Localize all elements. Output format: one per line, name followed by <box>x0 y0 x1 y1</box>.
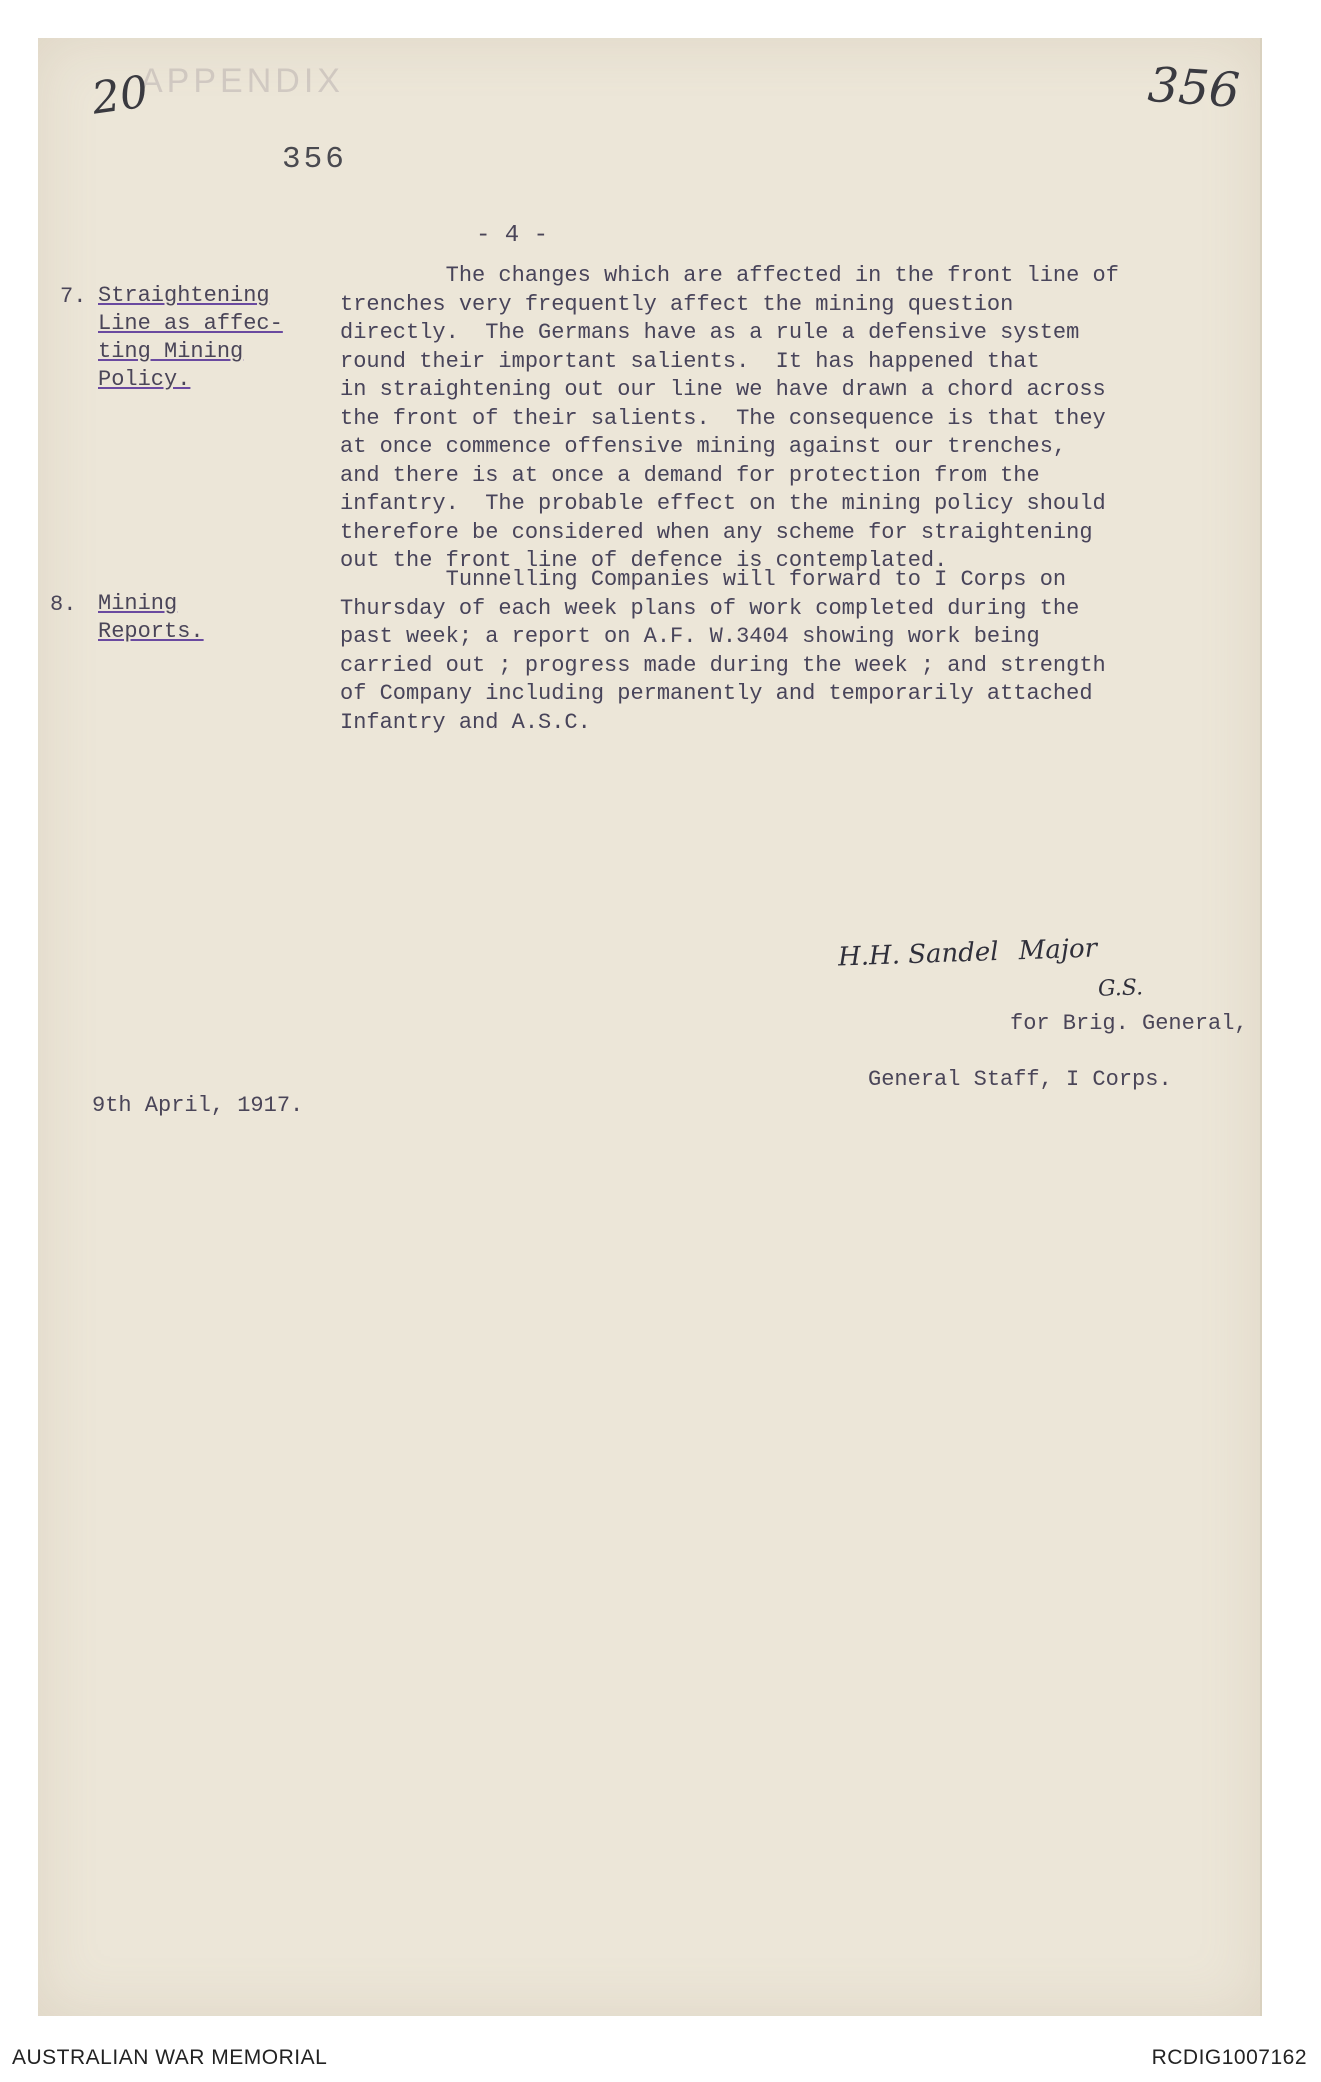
heading-line: Reports. <box>98 619 204 644</box>
archive-credit: AUSTRALIAN WAR MEMORIAL <box>12 2046 328 2069</box>
text-line: carried out ; progress made during the week ; and strength <box>340 652 1106 678</box>
heading-line: Policy. <box>98 367 191 392</box>
signature-for-line: for Brig. General, <box>1010 1011 1248 1036</box>
text-line: the front of their salients. The consequence is that they <box>340 405 1106 431</box>
paragraph-7-body <box>340 262 1119 576</box>
handwritten-gs: G.S. <box>1097 975 1144 1002</box>
text-line: therefore be considered when any scheme for straightening <box>340 519 1093 545</box>
text-line: infantry. The probable effect on the mining policy should <box>340 491 1106 516</box>
text-line: The changes which are affected in the front line of <box>340 263 1119 288</box>
text-line: Thursday of each week plans of work completed during the <box>340 595 1080 621</box>
text-line: at once commence offensive mining against our trenches, <box>340 434 1067 459</box>
ghost-heading: APPENDIX <box>140 62 344 100</box>
text-line: and there is at once a demand for protection from the <box>340 462 1040 488</box>
paragraph-7-number: 7. <box>60 284 87 309</box>
handwritten-page-number-left: 20 <box>88 66 152 125</box>
signature-name: H.H. Sandel <box>837 936 1000 973</box>
text-line: in straightening out our line we have drawn a chord across <box>340 377 1106 402</box>
paragraph-8-number: 8. <box>50 592 77 617</box>
text-line: Infantry and A.S.C. <box>340 709 591 735</box>
archive-reference: RCDIG1007162 <box>1151 2046 1307 2069</box>
typed-folio-number: 356 <box>282 142 347 177</box>
text-line: round their important salients. It has happened that <box>340 348 1040 374</box>
text-line: directly. The Germans have as a rule a defensive system <box>340 320 1080 345</box>
text-line: of Company including permanently and temporarily attached <box>340 681 1093 706</box>
paragraph-8-heading <box>98 590 204 646</box>
handwritten-folio-number-right: 356 <box>1146 56 1242 120</box>
paragraph-7-heading <box>98 282 283 394</box>
text-line: trenches very frequently affect the mining question <box>340 291 1014 317</box>
heading-line: ting Mining <box>98 339 244 364</box>
text-line: Tunnelling Companies will forward to I Corps on <box>340 567 1067 592</box>
signature-rank: Major <box>1018 933 1098 967</box>
document-date: 9th April, 1917. <box>92 1093 304 1118</box>
paragraph-8-body <box>340 566 1106 737</box>
heading-line: Straightening <box>98 283 270 308</box>
heading-line: Line as affec- <box>98 311 283 336</box>
text-line: past week; a report on A.F. W.3404 showing work being <box>340 624 1040 649</box>
heading-line: Mining <box>98 591 178 616</box>
page-marker: - 4 - <box>476 222 549 249</box>
text-line: out the front line of defence is contemplated. <box>340 548 948 573</box>
signature-staff-line: General Staff, I Corps. <box>868 1067 1172 1092</box>
